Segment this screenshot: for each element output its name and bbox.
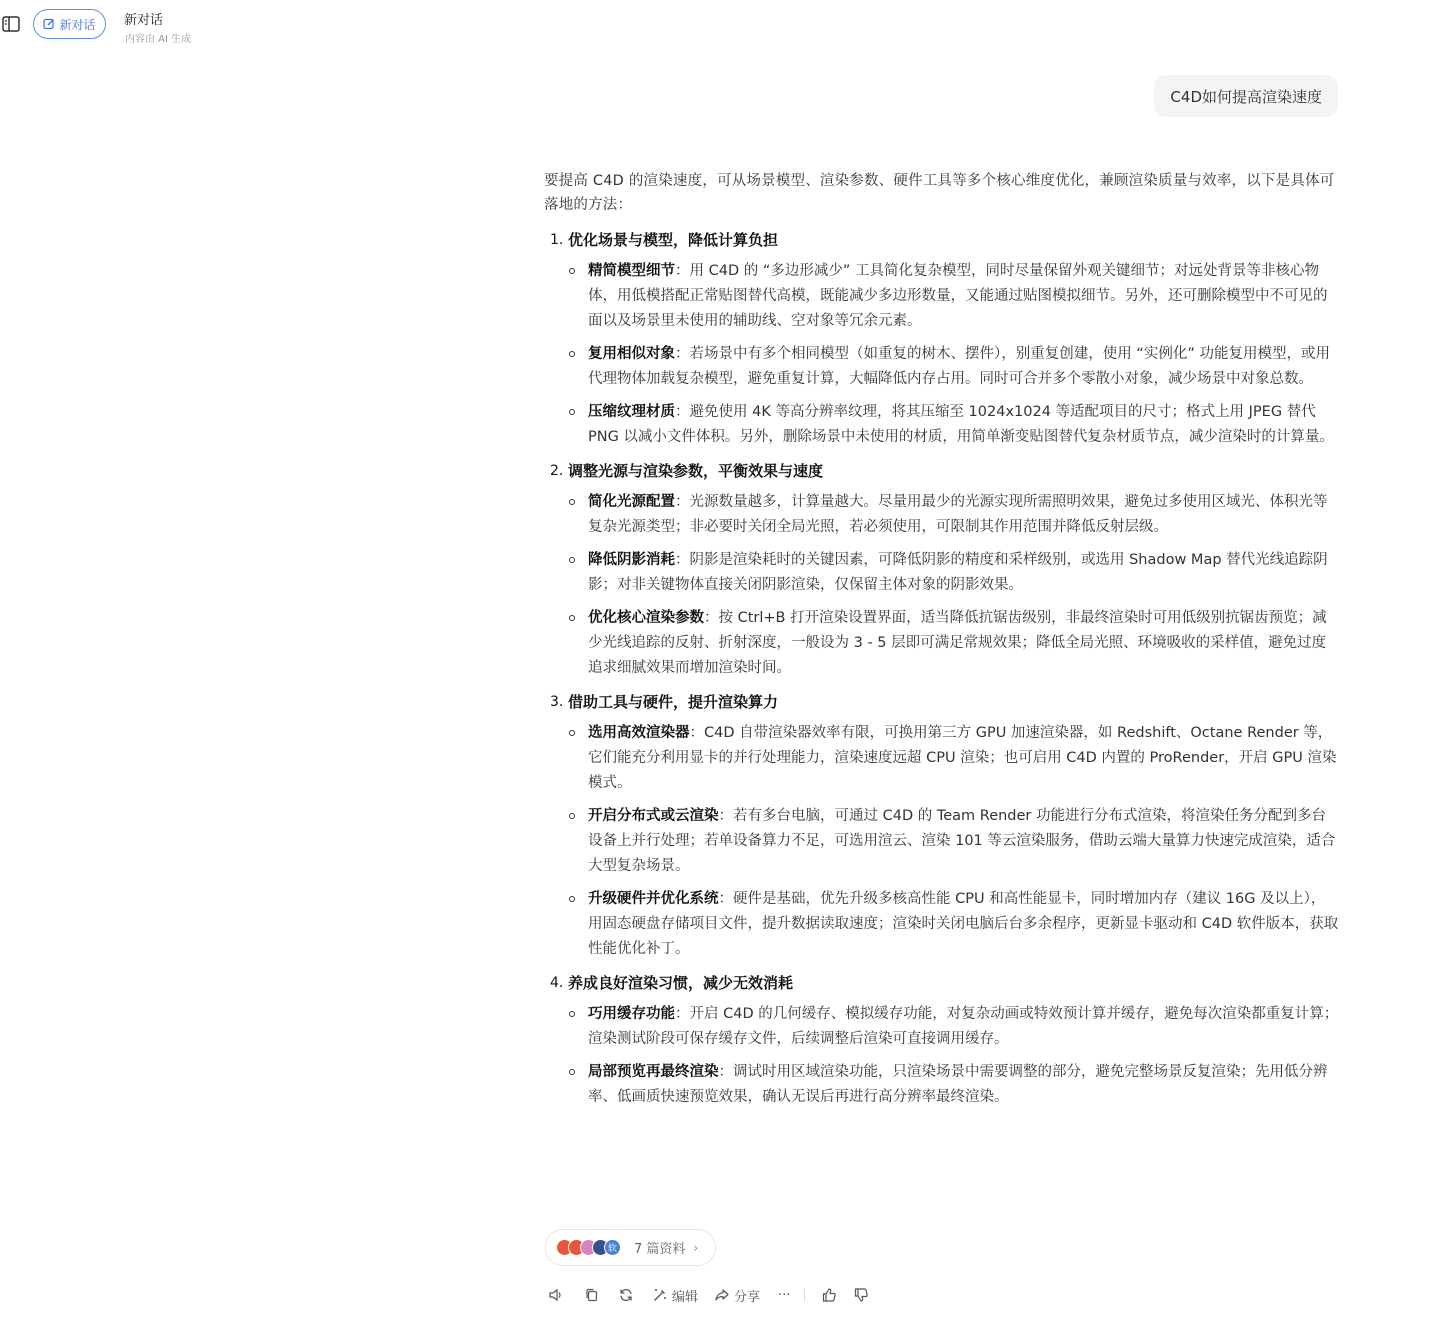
list-item: [544, 548, 1339, 598]
list-item-text: ：C4D 自带渲染器效率有限，可换用第三方 GPU 加速渲染器，如 Redshift、Octane Render 等，它们能充分利用显卡的并行处理能力，渲染速度远超 CPU 渲染；也可启用 C4D 内置的 ProRender，开启 GPU 渲染模式。: [588, 725, 1337, 791]
list-item-title: 局部预览再最终渲染: [588, 1064, 719, 1080]
source-icon-5: 软: [604, 1239, 621, 1256]
list-item: [544, 1060, 1339, 1110]
section-title: [544, 458, 1339, 484]
list-item: [544, 342, 1339, 392]
list-item-title: 精简模型细节: [588, 263, 675, 279]
list-item: [544, 804, 1339, 879]
chevron-right-icon: ›: [693, 1240, 699, 1255]
assistant-answer: [544, 169, 1339, 1118]
list-item: [544, 1002, 1339, 1052]
circle-bullet-icon: [569, 499, 575, 505]
list-item-text: ：用 C4D 的 “多边形减少” 工具简化复杂模型，同时尽量保留外观关键细节；对远处背景等非核心物体，用低模搭配正常贴图替代高模，既能减少多边形数量，又能通过贴图模拟细节。另外，还可删除模型中不可见的面以及场景里未使用的辅助线、空对象等冗余元素。: [588, 263, 1328, 329]
list-item-title: 开启分布式或云渲染: [588, 808, 719, 824]
section-title: [544, 227, 1339, 253]
list-item: [544, 259, 1339, 334]
answer-section: [544, 458, 1339, 681]
circle-bullet-icon: [569, 409, 575, 415]
list-item-text: ：避免使用 4K 等高分辨率纹理，将其压缩至 1024x1024 等适配项目的尺寸；格式上用 JPEG 替代 PNG 以减小文件体积。另外，删除场景中未使用的材质，用简单渐变贴图替代复杂材质节点，减少渲染时的计算量。: [588, 404, 1334, 445]
copy-button[interactable]: [584, 1287, 602, 1303]
copy-icon: [584, 1287, 600, 1303]
list-item-text: ：调试时用区域渲染功能，只渲染场景中需要调整的部分，避免完整场景反复渲染；先用低分辨率、低画质快速预览效果，确认无误后再进行高分辨率最终渲染。: [588, 1064, 1328, 1105]
section-number: 3.: [550, 694, 564, 710]
references-button[interactable]: [545, 1229, 716, 1266]
read-aloud-button[interactable]: [548, 1287, 568, 1303]
section-number: 4.: [550, 975, 564, 991]
dislike-button[interactable]: [853, 1287, 869, 1303]
list-item: [544, 400, 1339, 450]
user-message-bubble: [1154, 75, 1338, 117]
circle-bullet-icon: [569, 557, 575, 563]
conversation-title: 新对话: [124, 13, 164, 28]
new-chat-label: 新对话: [59, 17, 96, 32]
circle-bullet-icon: [569, 730, 575, 736]
circle-bullet-icon: [569, 1069, 575, 1075]
list-item-title: 巧用缓存功能: [588, 1006, 675, 1022]
action-divider: [804, 1289, 805, 1301]
list-item-text: ：按 Ctrl+B 打开渲染设置界面，适当降低抗锯齿级别，非最终渲染时可用低级别抗锯齿预览；减少光线追踪的反射、折射深度，一般设为 3 - 5 层即可满足常规效果；降低全局光照、环境吸收的采样值，避免过度追求细腻效果而增加渲染时间。: [588, 610, 1327, 676]
edit-label: 编辑: [672, 1289, 699, 1305]
sidebar-toggle-icon[interactable]: [2, 16, 20, 32]
like-button[interactable]: [821, 1287, 837, 1303]
circle-bullet-icon: [569, 813, 575, 819]
refresh-icon: [618, 1287, 634, 1303]
section-number: 2.: [550, 463, 564, 479]
more-icon: ···: [778, 1287, 791, 1303]
section-number: 1.: [550, 232, 564, 248]
circle-bullet-icon: [569, 896, 575, 902]
circle-bullet-icon: [569, 615, 575, 621]
thumbs-up-icon: [821, 1287, 837, 1303]
list-item-text: ：若有多台电脑，可通过 C4D 的 Team Render 功能进行分布式渲染，将渲染任务分配到多台设备上并行处理；若单设备算力不足，可选用渲云、渲染 101 等云渲染服务，借助云端大量算力快速完成渲染，适合大型复杂场景。: [588, 808, 1336, 874]
section-title-text: 调整光源与渲染参数，平衡效果与速度: [568, 462, 824, 480]
list-item-title: 选用高效渲染器: [588, 725, 690, 741]
list-item-title: 优化核心渲染参数: [588, 610, 704, 626]
answer-action-bar: [548, 1285, 869, 1305]
answer-intro: 要提高 C4D 的渲染速度，可从场景模型、渲染参数、硬件工具等多个核心维度优化，兼顾渲染质量与效率，以下是具体可落地的方法：: [544, 173, 1335, 213]
edit-answer-button[interactable]: [652, 1286, 698, 1305]
list-item-text: ：开启 C4D 的几何缓存、模拟缓存功能，对复杂动画或特效预计算并缓存，避免每次渲染都重复计算；渲染测试阶段可保存缓存文件，后续调整后渲染可直接调用缓存。: [588, 1006, 1339, 1047]
list-item-text: ：阴影是渲染耗时的关键因素，可降低阴影的精度和采样级别，或选用 Shadow Map 替代光线追踪阴影；对非关键物体直接关闭阴影渲染，仅保留主体对象的阴影效果。: [588, 552, 1328, 593]
list-item-title: 复用相似对象: [588, 346, 675, 362]
answer-sections: [544, 227, 1339, 1110]
list-item-title: 降低阴影消耗: [588, 552, 675, 568]
section-title-text: 优化场景与模型，降低计算负担: [568, 231, 779, 249]
edit-icon: [43, 18, 55, 30]
section-title: [544, 970, 1339, 996]
list-item: [544, 490, 1339, 540]
ai-generated-note: 内容由 AI 生成: [125, 34, 192, 45]
user-message-text: C4D如何提高渲染速度: [1170, 87, 1322, 106]
share-icon: [714, 1287, 730, 1303]
list-item-text: ：光源数量越多，计算量越大。尽量用最少的光源实现所需照明效果，避免过多使用区域光、体积光等复杂光源类型；非必要时关闭全局光照，若必须使用，可限制其作用范围并降低反射层级。: [588, 494, 1328, 535]
circle-bullet-icon: [569, 1011, 575, 1017]
answer-section: [544, 689, 1339, 962]
section-title-text: 养成良好渲染习惯，减少无效消耗: [568, 974, 794, 992]
circle-bullet-icon: [569, 351, 575, 357]
references-label: 7 篇资料: [634, 1242, 686, 1257]
list-item-title: 压缩纹理材质: [588, 404, 675, 420]
reference-source-icons: [556, 1239, 630, 1257]
answer-section: [544, 970, 1339, 1110]
share-label: 分享: [734, 1289, 761, 1305]
new-chat-button[interactable]: [33, 9, 106, 39]
list-item-title: 升级硬件并优化系统: [588, 891, 719, 907]
section-title: [544, 689, 1339, 715]
more-button[interactable]: [778, 1288, 790, 1303]
list-item: [544, 606, 1339, 681]
speaker-icon: [548, 1287, 564, 1303]
list-item: [544, 887, 1339, 962]
answer-section: [544, 227, 1339, 450]
list-item-text: ：硬件是基础，优先升级多核高性能 CPU 和高性能显卡，同时增加内存（建议 16G 及以上），用固态硬盘存储项目文件，提升数据读取速度；渲染时关闭电脑后台多余程序，更新显卡驱动和 C4D 软件版本，获取性能优化补丁。: [588, 891, 1339, 957]
section-title-text: 借助工具与硬件，提升渲染算力: [568, 693, 779, 711]
magic-edit-icon: [652, 1287, 668, 1303]
regenerate-button[interactable]: [618, 1287, 636, 1303]
share-button[interactable]: [714, 1286, 760, 1305]
thumbs-down-icon: [853, 1287, 869, 1303]
list-item-text: ：若场景中有多个相同模型（如重复的树木、摆件），别重复创建，使用 “实例化” 功能复用模型，或用代理物体加载复杂模型，避免重复计算，大幅降低内存占用。同时可合并多个零散小对象，减少场景中对象总数。: [588, 346, 1330, 387]
circle-bullet-icon: [569, 268, 575, 274]
list-item: [544, 721, 1339, 796]
list-item-title: 简化光源配置: [588, 494, 675, 510]
